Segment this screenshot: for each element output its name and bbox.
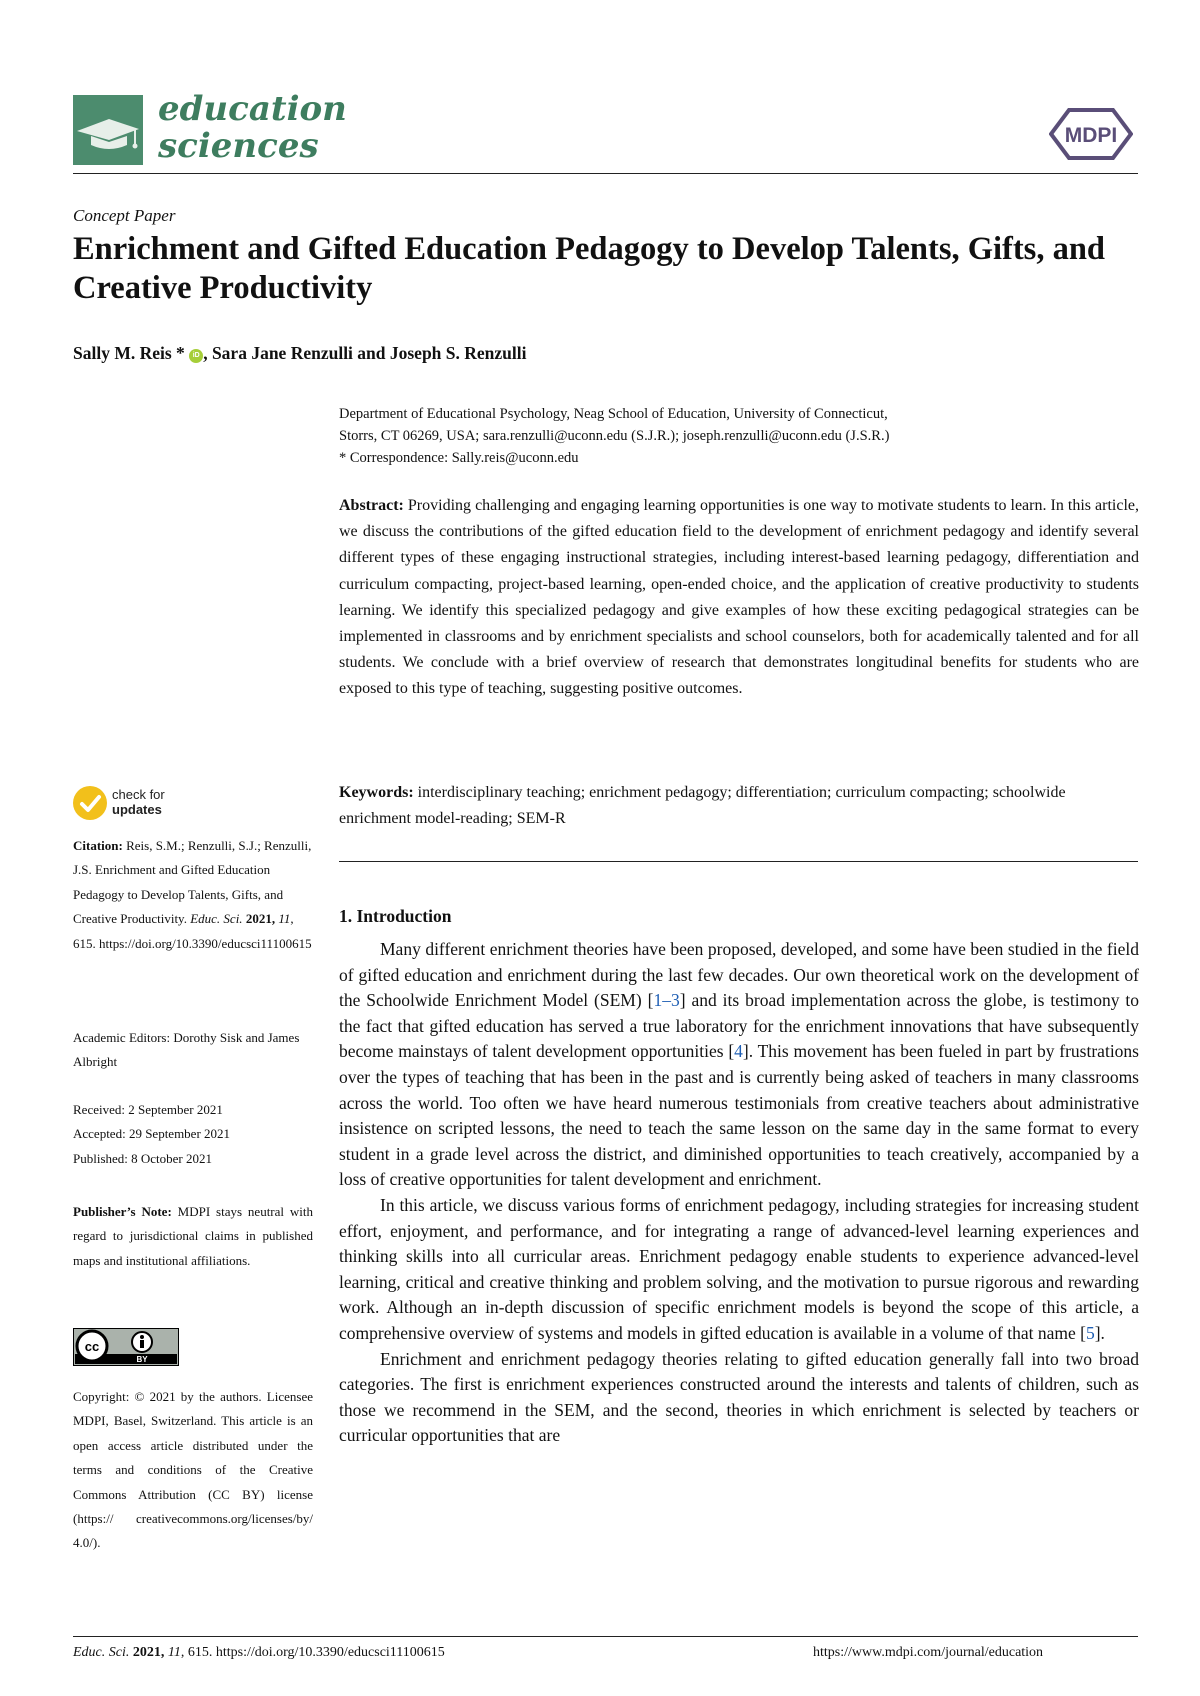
- accepted-date: Accepted: 29 September 2021: [73, 1126, 231, 1142]
- paragraph: Enrichment and enrichment pedagogy theories relating to gifted education generally fall into two broad categories. The first is enrichment experiences constructed around the interests and talents of children, such as those we recommend in the SEM, and the second, theories in which enrichment is selected by teachers or curricular opportunities that are: [339, 1348, 1139, 1446]
- citation-volume: 11: [278, 911, 291, 927]
- affiliation-line: Department of Educational Psychology, Neag School of Education, University of Connecticut,: [339, 406, 888, 422]
- citation-doi[interactable]: , 615. https://doi.org/10.3390/educsci11100615: [73, 911, 312, 951]
- journal-name: [158, 91, 347, 165]
- citation-year: 2021,: [242, 911, 279, 927]
- published-date: Published: 8 October 2021: [73, 1150, 213, 1166]
- footer-journal-url[interactable]: https://www.mdpi.com/journal/education: [813, 1645, 1044, 1660]
- footer-year: 2021,: [129, 1645, 168, 1660]
- academic-editors: Academic Editors: Dorothy Sisk and James Albright: [73, 1030, 300, 1070]
- keywords: [339, 780, 1139, 832]
- cc-by-license-badge[interactable]: [73, 1328, 179, 1371]
- journal-name-line2: sciences: [158, 126, 319, 166]
- introduction-body: [339, 937, 1139, 1449]
- received-date: Received: 2 September 2021: [73, 1102, 223, 1117]
- paragraph: [339, 1193, 1139, 1347]
- section-heading: 1. Introduction: [339, 906, 452, 926]
- journal-name-line1: education: [158, 89, 347, 129]
- abstract-label: Abstract:: [339, 497, 404, 514]
- citation-text: Reis, S.M.; Renzulli, S.J.; Renzulli, J.S. Enrichment and Gifted Education Pedagogy to Develop Talents, Gifts, and Creative Productivity.: [73, 838, 312, 927]
- affiliations: [339, 403, 1139, 469]
- paper-title: Enrichment and Gifted Education Pedagogy to Develop Talents, Gifts, and Creative Productivity: [73, 231, 1105, 306]
- footer-doi[interactable]: , 615. https://doi.org/10.3390/educsci11100615: [180, 1645, 445, 1660]
- svg-text:cc: cc: [84, 1339, 100, 1354]
- header-divider: [73, 173, 1138, 174]
- mdpi-logo-text: MDPI: [1064, 124, 1118, 147]
- paragraph-text: In this article, we discuss various forms of enrichment pedagogy, including strategies for increasing student effort, enjoyment, and performance, and for integrating a range of advanced-level learning experiences and thinking skills into all curricular areas. Enrichment pedagogy enable students to experience advanced-level learning, critical and creative thinking and problem solving, and the motivation to pursue rigorous and rewarding work. Although an in-depth discussion of specific enrichment models is beyond the scope of this article, a comprehensive overview of systems and models in gifted education is available in a volume of that name [: [339, 1194, 1139, 1343]
- author-1: Sally M. Reis *: [73, 343, 185, 363]
- publication-dates: [73, 1098, 313, 1171]
- keywords-text: interdisciplinary teaching; enrichment pedagogy; differentiation; curriculum compacting; schoolwide enrichment model-reading; SEM-R: [339, 784, 1066, 828]
- affiliation-emails: Storrs, CT 06269, USA; sara.renzulli@uconn.edu (S.J.R.); joseph.renzulli@uconn.edu (J.S.R.): [339, 428, 890, 444]
- publishers-note-text: MDPI stays neutral with regard to jurisdictional claims in published maps and institutional affiliations.: [73, 1204, 313, 1268]
- citation-link[interactable]: 4: [734, 1041, 743, 1062]
- check-label-line1: check for: [112, 787, 165, 802]
- check-label-line2: updates: [112, 802, 162, 817]
- citation-link[interactable]: 1–3: [653, 990, 680, 1011]
- publishers-note-label: Publisher’s Note:: [73, 1204, 172, 1219]
- paragraph-text: ] and its broad implementation across the globe, is testimony to the fact that gifted education has served a true laboratory for the enrichment innovations that have subsequently become mainstays of talent development opportunities [: [339, 990, 1139, 1062]
- abstract-text: Providing challenging and engaging learning opportunities is one way to motivate students to learn. In this article, we discuss the contributions of the gifted education field to the development of enrichment pedagogy and identify several different types of these engaging instructional strategies, including interest-based learning pedagogy, differentiation and curriculum compacting, project-based learning, open-ended choice, and the application of creative productivity to students learning. We identify this specialized pedagogy and give examples of how these exciting pedagogical strategies can be implemented in classrooms and by enrichment specialists and school counselors, both for academically talented and for all students. We conclude with a brief overview of research that demonstrates longitudinal benefits for students who are exposed to this type of teaching, suggesting positive outcomes.: [339, 497, 1139, 698]
- paragraph-text: Many different enrichment theories have been proposed, developed, and some have been studied in the field of gifted education and enrichment during the last few decades. Our own theoretical work on the development of the Schoolwide Enrichment Model (SEM) [: [339, 939, 1139, 1011]
- citation-link[interactable]: 5: [1085, 1322, 1095, 1343]
- citation-block: [73, 834, 313, 956]
- citation-journal: Educ. Sci.: [190, 911, 243, 927]
- correspondence: * Correspondence: Sally.reis@uconn.edu: [339, 450, 579, 466]
- author-list: [73, 343, 527, 364]
- footer-journal: Educ. Sci.: [73, 1645, 130, 1660]
- publishers-note: [73, 1200, 313, 1273]
- journal-logo-mark: [73, 95, 143, 165]
- mdpi-logo: [1049, 104, 1133, 169]
- graduation-cap-icon: [73, 95, 143, 165]
- paragraph-text: ].: [1094, 1322, 1105, 1343]
- abstract: [339, 493, 1139, 703]
- cc-by-text: BY: [136, 1355, 148, 1364]
- article-type: Concept Paper: [73, 206, 176, 225]
- author-others: , Sara Jane Renzulli and Joseph S. Renzulli: [203, 343, 527, 363]
- keywords-label: Keywords:: [339, 784, 414, 801]
- paragraph: [339, 937, 1139, 1193]
- checkmark-icon: [73, 786, 107, 820]
- check-for-updates-button[interactable]: [73, 786, 223, 822]
- footer-divider: [73, 1636, 1138, 1637]
- copyright-notice: Copyright: © 2021 by the authors. Licensee MDPI, Basel, Switzerland. This article is an open access article distributed under the terms and conditions of the Creative Commons Attribution (CC BY) license (https:// creativecommons.org/licenses/by/ 4.0/).: [73, 1389, 313, 1551]
- paragraph-text: ]. This movement has been fueled in part by frustrations over the types of teaching that has been in the past and is currently being asked of teachers in many classrooms across the world. Too often we have heard numerous testimonials from creative teachers about administrative insistence on scripted lessons, the need to teach the same lesson on the same day in the same format to every student in a grade level across the district, and diminished opportunities to teach creatively, accompanied by a loss of creative opportunities for talent development and enrichment.: [339, 1041, 1139, 1190]
- citation-label: Citation:: [73, 838, 123, 853]
- orcid-icon[interactable]: iD: [189, 349, 203, 363]
- abstract-divider: [339, 861, 1138, 862]
- footer-citation: [73, 1645, 445, 1661]
- check-for-updates-label: [112, 787, 165, 817]
- footer-volume: 11: [167, 1645, 181, 1660]
